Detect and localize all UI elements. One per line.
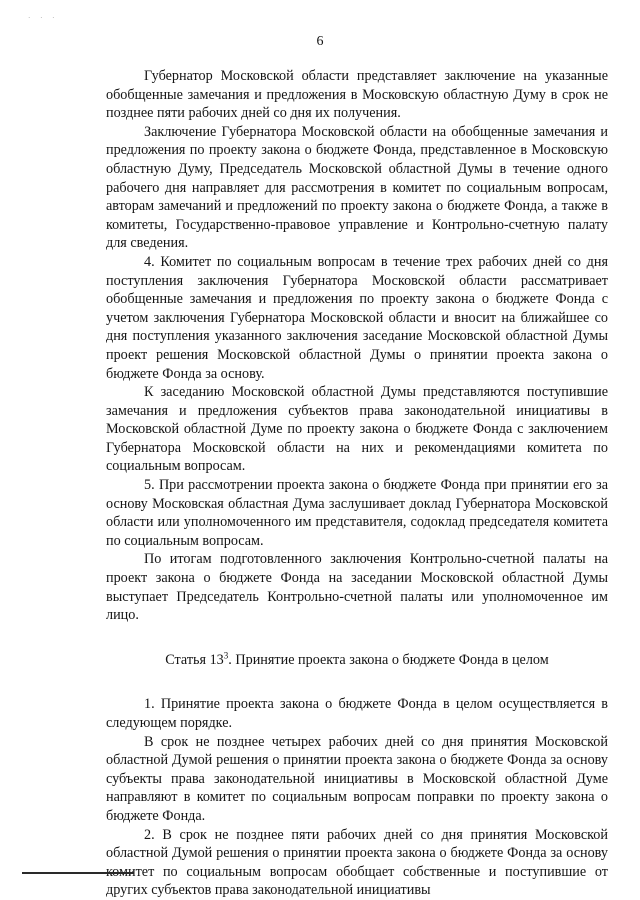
footnote-divider <box>22 872 134 874</box>
article-heading-superscript: 3 <box>223 650 229 661</box>
paragraph: Заключение Губернатора Московской области на обобщенные замечания и предложения по проекту закона о бюджете Фонда, представленное в Московскую областную Думу, Председатель Московской областной Думы в течение одного рабочего дня направляет для рассмотрения в комитет по социальным вопросам, авторам замечаний и предложений по проекту закона о бюджете Фонда, а также в комитеты, Государственно-правовое управление и Контрольно-счетную палату для сведения. <box>106 123 608 252</box>
article-heading <box>106 651 608 670</box>
article-paragraph: 2. В срок не позднее пяти рабочих дней со дня принятия Московской областной Думой решения о принятии проекта закона о бюджете Фонда за основу комитет по социальным вопросам обобщает собственные и поступившие от других субъектов права законодательной инициативы <box>106 826 608 899</box>
scan-artifact: · · · <box>28 14 59 22</box>
paragraph: По итогам подготовленного заключения Контрольно-счетной палаты на проект закона о бюджете Фонда на заседании Московской областной Думы выступает Председатель Контрольно-счетной палаты или уполномоченное им лицо. <box>106 551 608 624</box>
article-heading-prefix: Статья 13 <box>165 651 224 668</box>
paragraph: 5. При рассмотрении проекта закона о бюджете Фонда при принятии его за основу Московская областная Дума заслушивает доклад Губернатора Московской области или уполномоченного им представителя, содоклад председателя комитета по социальным вопросам. <box>106 477 608 549</box>
paragraph: К заседанию Московской областной Думы представляются поступившие замечания и предложения субъектов права законодательной инициативы в Московской областной Думе по проекту закона о бюджете Фонда с заключением Губернатора Московской области на них и рекомендациями комитета по социальным вопросам. <box>106 384 608 475</box>
article-paragraph: В срок не позднее четырех рабочих дней со дня принятия Московской областной Думой решения о принятии проекта закона о бюджете Фонда за основу субъекты права законодательной инициативы в Московской областной Думе направляют в комитет по социальным вопросам поправки по проекту закона о бюджете Фонда. <box>106 733 608 824</box>
article-heading-title: . Принятие проекта закона о бюджете Фонда в целом <box>228 651 549 668</box>
paragraph: 4. Комитет по социальным вопросам в течение трех рабочих дней со дня поступления заключения Губернатора Московской области рассматривает обобщенные замечания и предложения по проекту закона о бюджете Фонда с учетом заключения Губернатора Московской области и вносит на ближайшее со дня поступления указанного заключения заседание Московской областной Думы проект решения Московской областной Думы о принятии проекта закона о бюджете Фонда за основу. <box>106 253 608 382</box>
article-paragraph: 1. Принятие проекта закона о бюджете Фонда в целом осуществляется в следующем порядке. <box>106 696 608 731</box>
paragraph: Губернатор Московской области представляет заключение на указанные обобщенные замечания и предложения в Московскую областную Думу в срок не позднее пяти рабочих дней со дня их получения. <box>106 68 608 122</box>
page-number: 6 <box>316 34 324 49</box>
document-body <box>106 67 608 900</box>
